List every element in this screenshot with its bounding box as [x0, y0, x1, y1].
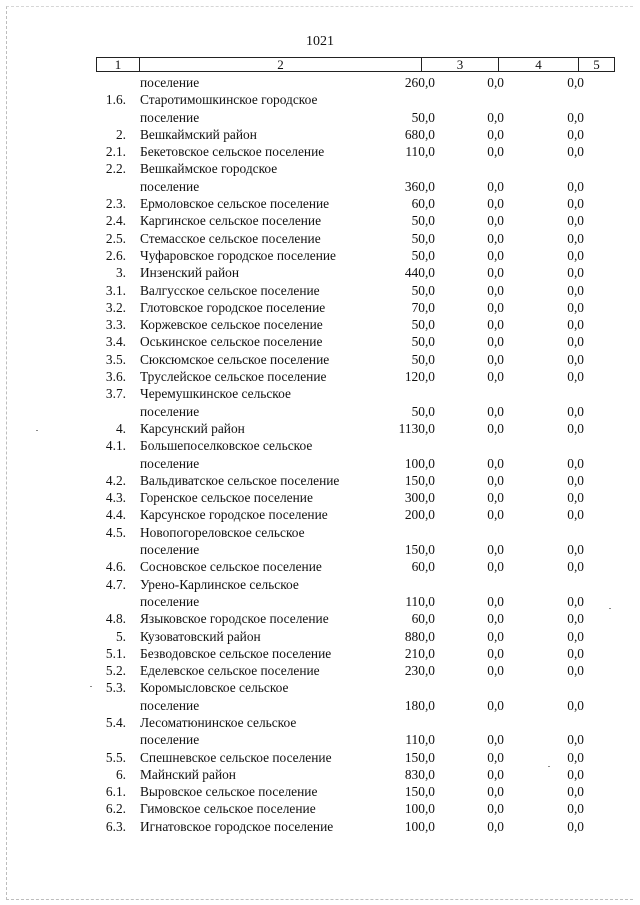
- row-value-col3: 120,0: [404, 369, 435, 385]
- row-value-col5: 0,0: [567, 213, 584, 229]
- row-value-col4: 0,0: [487, 749, 504, 765]
- row-value-col5: 0,0: [567, 126, 584, 142]
- row-value-col4: 0,0: [487, 282, 504, 298]
- row-name: поселение: [140, 75, 200, 90]
- row-value-col3: 50,0: [411, 403, 435, 419]
- row-number: [0, 403, 140, 420]
- table-row: [0, 541, 640, 558]
- row-value-col4: 0,0: [487, 542, 504, 558]
- page-number: 1021: [306, 34, 334, 49]
- row-value-col5: 0,0: [567, 369, 584, 385]
- row-value-col4: 0,0: [487, 732, 504, 748]
- table-row: [0, 178, 640, 195]
- row-value-col4: [435, 714, 504, 731]
- table-row: [0, 316, 640, 333]
- row-number: 4.3.: [105, 490, 126, 506]
- row-value-col5: 0,0: [567, 559, 584, 575]
- scan-speck: [548, 766, 550, 767]
- row-value-col5: 0,0: [567, 403, 584, 419]
- row-value-col5: 0,0: [567, 144, 584, 160]
- row-number: 2.4.: [105, 213, 126, 229]
- row-name: Лесоматюнинское сельское: [140, 714, 297, 730]
- table-row: [0, 662, 640, 679]
- header-col-1: 1: [97, 58, 140, 71]
- row-value-col3: 100,0: [404, 818, 435, 834]
- row-value-col4: 0,0: [487, 403, 504, 419]
- row-name: поселение: [140, 403, 200, 419]
- row-value-col5: 0,0: [567, 109, 584, 125]
- table-row: [0, 212, 640, 229]
- row-name: Стемасское сельское поселение: [140, 230, 321, 246]
- row-value-col3: 100,0: [404, 801, 435, 817]
- row-value-col3: 60,0: [411, 611, 435, 627]
- row-number: 3.2.: [105, 299, 126, 315]
- row-value-col4: 0,0: [487, 697, 504, 713]
- row-value-col4: 0,0: [487, 75, 504, 90]
- row-name: поселение: [140, 593, 200, 609]
- row-value-col5: 0,0: [567, 472, 584, 488]
- row-name: Коржевское сельское поселение: [140, 317, 323, 333]
- row-value-col4: 0,0: [487, 178, 504, 194]
- row-value-col4: 0,0: [487, 334, 504, 350]
- row-name: поселение: [140, 732, 200, 748]
- row-name: Сюксюмское сельское поселение: [140, 351, 330, 367]
- row-name: Бекетовское сельское поселение: [140, 144, 325, 160]
- row-value-col3: 260,0: [404, 75, 435, 90]
- row-value-col3: [376, 385, 435, 402]
- row-value-col3: 230,0: [404, 663, 435, 679]
- row-value-col5: 0,0: [567, 593, 584, 609]
- row-value-col4: [435, 576, 504, 593]
- table-row: [0, 714, 640, 731]
- table-row: [0, 697, 640, 714]
- row-value-col3: 150,0: [404, 749, 435, 765]
- row-number: [0, 541, 140, 558]
- row-value-col3: 880,0: [404, 628, 435, 644]
- row-value-col4: [435, 524, 504, 541]
- row-value-col4: 0,0: [487, 663, 504, 679]
- row-value-col5: 0,0: [567, 697, 584, 713]
- row-number: 3.5.: [105, 351, 126, 367]
- row-value-col3: 100,0: [404, 455, 435, 471]
- row-value-col3: 360,0: [404, 178, 435, 194]
- row-value-col3: 150,0: [404, 542, 435, 558]
- row-name: Безводовское сельское поселение: [140, 645, 332, 661]
- table-row: [0, 368, 640, 385]
- table-header-row: [96, 57, 615, 72]
- row-value-col5: 0,0: [567, 420, 584, 436]
- table-row: [0, 455, 640, 472]
- row-value-col5: 0,0: [567, 766, 584, 782]
- row-value-col4: [435, 160, 504, 177]
- row-value-col3: 60,0: [411, 196, 435, 212]
- row-name: Труслейское сельское поселение: [140, 369, 327, 385]
- row-value-col3: 150,0: [404, 784, 435, 800]
- row-number: 2.2.: [105, 161, 126, 177]
- row-number: [0, 593, 140, 610]
- row-value-col5: 0,0: [567, 455, 584, 471]
- row-value-col3: 70,0: [411, 299, 435, 315]
- row-value-col3: 210,0: [404, 645, 435, 661]
- table-row: [0, 420, 640, 437]
- row-value-col3: 300,0: [404, 490, 435, 506]
- table-row: [0, 818, 640, 835]
- row-name: Кузоватовский район: [140, 628, 261, 644]
- row-name: Урено-Карлинское сельское: [140, 576, 299, 592]
- row-value-col4: 0,0: [487, 472, 504, 488]
- table-row: [0, 403, 640, 420]
- row-name: Вешкаймский район: [140, 126, 257, 142]
- row-value-col3: 440,0: [404, 265, 435, 281]
- row-value-col4: [435, 91, 504, 108]
- row-name: Сосновское сельское поселение: [140, 559, 322, 575]
- row-name: Карсунский район: [140, 420, 245, 436]
- row-value-col5: 0,0: [567, 784, 584, 800]
- scan-speck: [36, 430, 38, 431]
- row-name: Горенское сельское поселение: [140, 490, 313, 506]
- row-value-col3: 1130,0: [398, 420, 435, 436]
- table-row: [0, 783, 640, 800]
- row-value-col4: 0,0: [487, 559, 504, 575]
- table-row: [0, 385, 640, 402]
- row-name: Глотовское городское поселение: [140, 299, 326, 315]
- row-value-col4: 0,0: [487, 196, 504, 212]
- table-row: [0, 610, 640, 627]
- row-value-col5: 0,0: [567, 507, 584, 523]
- row-value-col3: 110,0: [405, 732, 435, 748]
- row-value-col4: 0,0: [487, 109, 504, 125]
- row-value-col5: 0,0: [567, 178, 584, 194]
- row-number: 1.6.: [105, 92, 126, 108]
- row-value-col4: 0,0: [487, 766, 504, 782]
- row-value-col3: 200,0: [404, 507, 435, 523]
- row-number: [0, 74, 140, 91]
- row-value-col3: 150,0: [404, 472, 435, 488]
- row-value-col4: 0,0: [487, 247, 504, 263]
- table-row: [0, 247, 640, 264]
- row-value-col5: 0,0: [567, 196, 584, 212]
- row-value-col4: 0,0: [487, 351, 504, 367]
- row-value-col5: 0,0: [567, 542, 584, 558]
- row-name: Карсунское городское поселение: [140, 507, 328, 523]
- row-number: 5.: [115, 628, 126, 644]
- row-value-col5: 0,0: [567, 265, 584, 281]
- row-value-col3: 180,0: [404, 697, 435, 713]
- row-value-col5: [504, 714, 584, 731]
- row-value-col5: [504, 385, 584, 402]
- row-value-col5: 0,0: [567, 611, 584, 627]
- row-value-col5: 0,0: [567, 645, 584, 661]
- row-value-col3: 830,0: [404, 766, 435, 782]
- scan-speck: [90, 686, 92, 687]
- row-value-col4: 0,0: [487, 490, 504, 506]
- row-value-col5: 0,0: [567, 351, 584, 367]
- row-number: 4.5.: [105, 524, 126, 540]
- row-number: [0, 731, 140, 748]
- row-number: 2.1.: [105, 144, 126, 160]
- row-value-col5: 0,0: [567, 75, 584, 90]
- row-name: Каргинское сельское поселение: [140, 213, 322, 229]
- row-value-col3: 50,0: [411, 247, 435, 263]
- table-row: [0, 160, 640, 177]
- table-row: [0, 333, 640, 350]
- row-value-col4: 0,0: [487, 507, 504, 523]
- row-value-col4: 0,0: [487, 628, 504, 644]
- row-value-col4: 0,0: [487, 818, 504, 834]
- row-number: [0, 455, 140, 472]
- row-number: 4.6.: [105, 559, 126, 575]
- row-value-col3: [376, 576, 435, 593]
- header-col-5: 5: [593, 57, 600, 72]
- table-row: [0, 126, 640, 143]
- row-name: Старотимошкинское городское: [140, 92, 318, 108]
- row-value-col5: 0,0: [567, 282, 584, 298]
- row-value-col4: 0,0: [487, 213, 504, 229]
- row-number: 2.3.: [105, 196, 126, 212]
- header-col-3: 3: [422, 58, 499, 71]
- table-row: [0, 143, 640, 160]
- row-name: Майнский район: [140, 766, 236, 782]
- row-number: [0, 109, 140, 126]
- row-value-col3: 110,0: [405, 593, 435, 609]
- table-row: [0, 645, 640, 662]
- row-number: [0, 178, 140, 195]
- row-value-col5: [504, 524, 584, 541]
- row-number: 3.3.: [105, 317, 126, 333]
- table-row: [0, 264, 640, 281]
- row-value-col3: [376, 679, 435, 696]
- row-value-col5: 0,0: [567, 628, 584, 644]
- row-name: Выровское сельское поселение: [140, 784, 318, 800]
- row-name: Чуфаровское городское поселение: [140, 247, 336, 263]
- row-name: Еделевское сельское поселение: [140, 663, 320, 679]
- row-name: Оськинское сельское поселение: [140, 334, 323, 350]
- table-row: [0, 91, 640, 108]
- row-name: Валгусское сельское поселение: [140, 282, 320, 298]
- row-value-col4: 0,0: [487, 299, 504, 315]
- row-value-col4: 0,0: [487, 369, 504, 385]
- row-value-col3: 50,0: [411, 109, 435, 125]
- row-value-col3: [376, 437, 435, 454]
- table-row: [0, 109, 640, 126]
- table-row: [0, 731, 640, 748]
- row-value-col4: 0,0: [487, 265, 504, 281]
- row-name: поселение: [140, 455, 200, 471]
- row-name: поселение: [140, 542, 200, 558]
- table-row: [0, 524, 640, 541]
- row-value-col3: [376, 714, 435, 731]
- row-value-col4: 0,0: [487, 784, 504, 800]
- row-value-col4: 0,0: [487, 593, 504, 609]
- row-value-col5: 0,0: [567, 663, 584, 679]
- row-name: Игнатовское городское поселение: [140, 818, 334, 834]
- row-value-col3: [376, 91, 435, 108]
- row-value-col3: 50,0: [411, 351, 435, 367]
- row-number: 3.1.: [105, 282, 126, 298]
- row-value-col4: [435, 679, 504, 696]
- row-number: 6.1.: [105, 784, 126, 800]
- scan-speck: [609, 608, 611, 609]
- row-value-col3: [376, 160, 435, 177]
- row-number: 5.5.: [105, 749, 126, 765]
- row-name: Черемушкинское сельское: [140, 386, 291, 402]
- table-row: [0, 230, 640, 247]
- table-row: [0, 282, 640, 299]
- row-number: 2.5.: [105, 230, 126, 246]
- row-name: Инзенский район: [140, 265, 240, 281]
- row-number: 5.4.: [105, 714, 126, 730]
- row-value-col5: [504, 160, 584, 177]
- row-number: 2.6.: [105, 247, 126, 263]
- table-row: [0, 800, 640, 817]
- row-value-col5: 0,0: [567, 230, 584, 246]
- row-name: Большепоселковское сельское: [140, 438, 313, 454]
- row-value-col5: 0,0: [567, 299, 584, 315]
- row-name: поселение: [140, 697, 200, 713]
- row-number: 4.4.: [105, 507, 126, 523]
- row-number: 4.2.: [105, 472, 126, 488]
- row-value-col4: 0,0: [487, 455, 504, 471]
- row-number: 3.: [115, 265, 126, 281]
- row-name: поселение: [140, 178, 200, 194]
- row-value-col4: 0,0: [487, 801, 504, 817]
- row-value-col5: 0,0: [567, 818, 584, 834]
- row-value-col5: [504, 91, 584, 108]
- row-name: Коромысловское сельское: [140, 680, 289, 696]
- row-name: Языковское городское поселение: [140, 611, 329, 627]
- table-row: [0, 576, 640, 593]
- row-value-col4: 0,0: [487, 126, 504, 142]
- row-number: 3.4.: [105, 334, 126, 350]
- row-name: поселение: [140, 109, 200, 125]
- row-name: Гимовское сельское поселение: [140, 801, 316, 817]
- row-value-col5: 0,0: [567, 247, 584, 263]
- row-value-col3: [376, 524, 435, 541]
- row-value-col5: 0,0: [567, 749, 584, 765]
- row-name: Вальдиватское сельское поселение: [140, 472, 340, 488]
- row-value-col4: [435, 385, 504, 402]
- row-name: Вешкаймское городское: [140, 161, 278, 177]
- row-value-col5: [504, 679, 584, 696]
- row-name: Спешневское сельское поселение: [140, 749, 332, 765]
- row-number: 6.: [115, 766, 126, 782]
- table-row: [0, 195, 640, 212]
- row-value-col3: 110,0: [405, 144, 435, 160]
- row-number: 4.1.: [105, 438, 126, 454]
- row-value-col5: [504, 576, 584, 593]
- table-row: [0, 593, 640, 610]
- row-name: Ермоловское сельское поселение: [140, 196, 330, 212]
- row-value-col5: 0,0: [567, 334, 584, 350]
- table-row: [0, 472, 640, 489]
- row-value-col3: 60,0: [411, 559, 435, 575]
- row-number: 6.2.: [105, 801, 126, 817]
- row-value-col3: 50,0: [411, 317, 435, 333]
- table-row: [0, 766, 640, 783]
- row-value-col4: 0,0: [487, 230, 504, 246]
- table-row: [0, 489, 640, 506]
- row-value-col4: 0,0: [487, 144, 504, 160]
- table-row: [0, 351, 640, 368]
- row-value-col4: 0,0: [487, 317, 504, 333]
- row-value-col3: 50,0: [411, 213, 435, 229]
- row-number: 3.6.: [105, 369, 126, 385]
- row-number: 2.: [115, 126, 126, 142]
- row-number: 5.2.: [105, 663, 126, 679]
- row-value-col5: 0,0: [567, 317, 584, 333]
- row-value-col3: 50,0: [411, 230, 435, 246]
- table-row: [0, 558, 640, 575]
- row-number: 4.8.: [105, 611, 126, 627]
- table-row: [0, 74, 640, 91]
- row-number: 4.7.: [105, 576, 126, 592]
- row-value-col5: 0,0: [567, 732, 584, 748]
- row-value-col3: 50,0: [411, 282, 435, 298]
- row-number: 6.3.: [105, 818, 126, 834]
- table-row: [0, 628, 640, 645]
- row-number: 5.3.: [105, 680, 126, 696]
- table-row: [0, 437, 640, 454]
- table-body: [0, 74, 640, 835]
- row-value-col3: 680,0: [404, 126, 435, 142]
- table-row: [0, 679, 640, 696]
- row-value-col5: 0,0: [567, 801, 584, 817]
- row-number: 3.7.: [105, 386, 126, 402]
- row-number: 5.1.: [105, 645, 126, 661]
- table-row: [0, 506, 640, 523]
- row-value-col4: 0,0: [487, 420, 504, 436]
- row-value-col4: [435, 437, 504, 454]
- row-number: [0, 697, 140, 714]
- header-col-2: 2: [140, 58, 422, 71]
- row-value-col4: 0,0: [487, 611, 504, 627]
- row-value-col5: [504, 437, 584, 454]
- row-name: Новопогореловское сельское: [140, 524, 305, 540]
- row-value-col3: 50,0: [411, 334, 435, 350]
- row-value-col5: 0,0: [567, 490, 584, 506]
- table-row: [0, 749, 640, 766]
- header-col-4: 4: [499, 58, 579, 71]
- row-number: 4.: [115, 420, 126, 436]
- row-value-col4: 0,0: [487, 645, 504, 661]
- table-row: [0, 299, 640, 316]
